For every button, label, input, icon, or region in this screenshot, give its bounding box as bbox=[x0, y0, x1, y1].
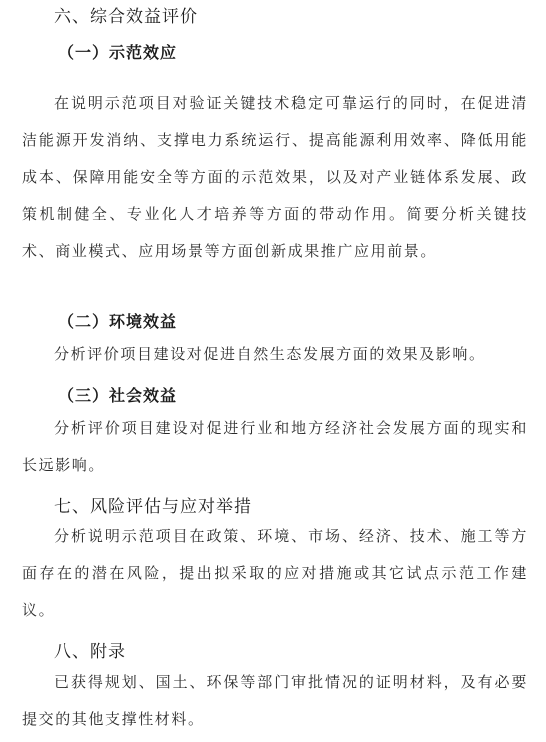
section-heading-6: 六、综合效益评价 bbox=[54, 7, 198, 27]
section-heading-7: 七、风险评估与应对举措 bbox=[54, 497, 252, 517]
paragraph-social-benefit: 分析评价项目建设对促进行业和地方经济社会发展方面的现实和长远影响。 bbox=[22, 419, 528, 474]
paragraph-demonstration-effect: 在说明示范项目对验证关键技术稳定可靠运行的同时，在促进清洁能源开发消纳、支撑电力系统运行、提高能源利用效率、降低用能成本、保障用能安全等方面的示范效果，以及对产业链体系发展、政策机制健全、专业化人才培养等方面的带动作用。简要分析关键技术、商业模式、应用场景等方面创新成果推广应用前景。 bbox=[22, 94, 528, 260]
section-heading-8: 八、附录 bbox=[54, 642, 126, 662]
subsection-heading-6-3: （三）社会效益 bbox=[58, 386, 178, 405]
subsection-heading-6-2: （二）环境效益 bbox=[58, 312, 178, 331]
paragraph-appendix: 已获得规划、国土、环保等部门审批情况的证明材料，及有必要提交的其他支撑性材料。 bbox=[22, 673, 528, 728]
subsection-heading-6-1: （一）示范效应 bbox=[58, 43, 178, 62]
paragraph-environmental-benefit: 分析评价项目建设对促进自然生态发展方面的效果及影响。 bbox=[54, 345, 486, 363]
paragraph-risk-assessment: 分析说明示范项目在政策、环境、市场、经济、技术、施工等方面存在的潜在风险，提出拟采取的应对措施或其它试点示范工作建议。 bbox=[22, 527, 528, 619]
